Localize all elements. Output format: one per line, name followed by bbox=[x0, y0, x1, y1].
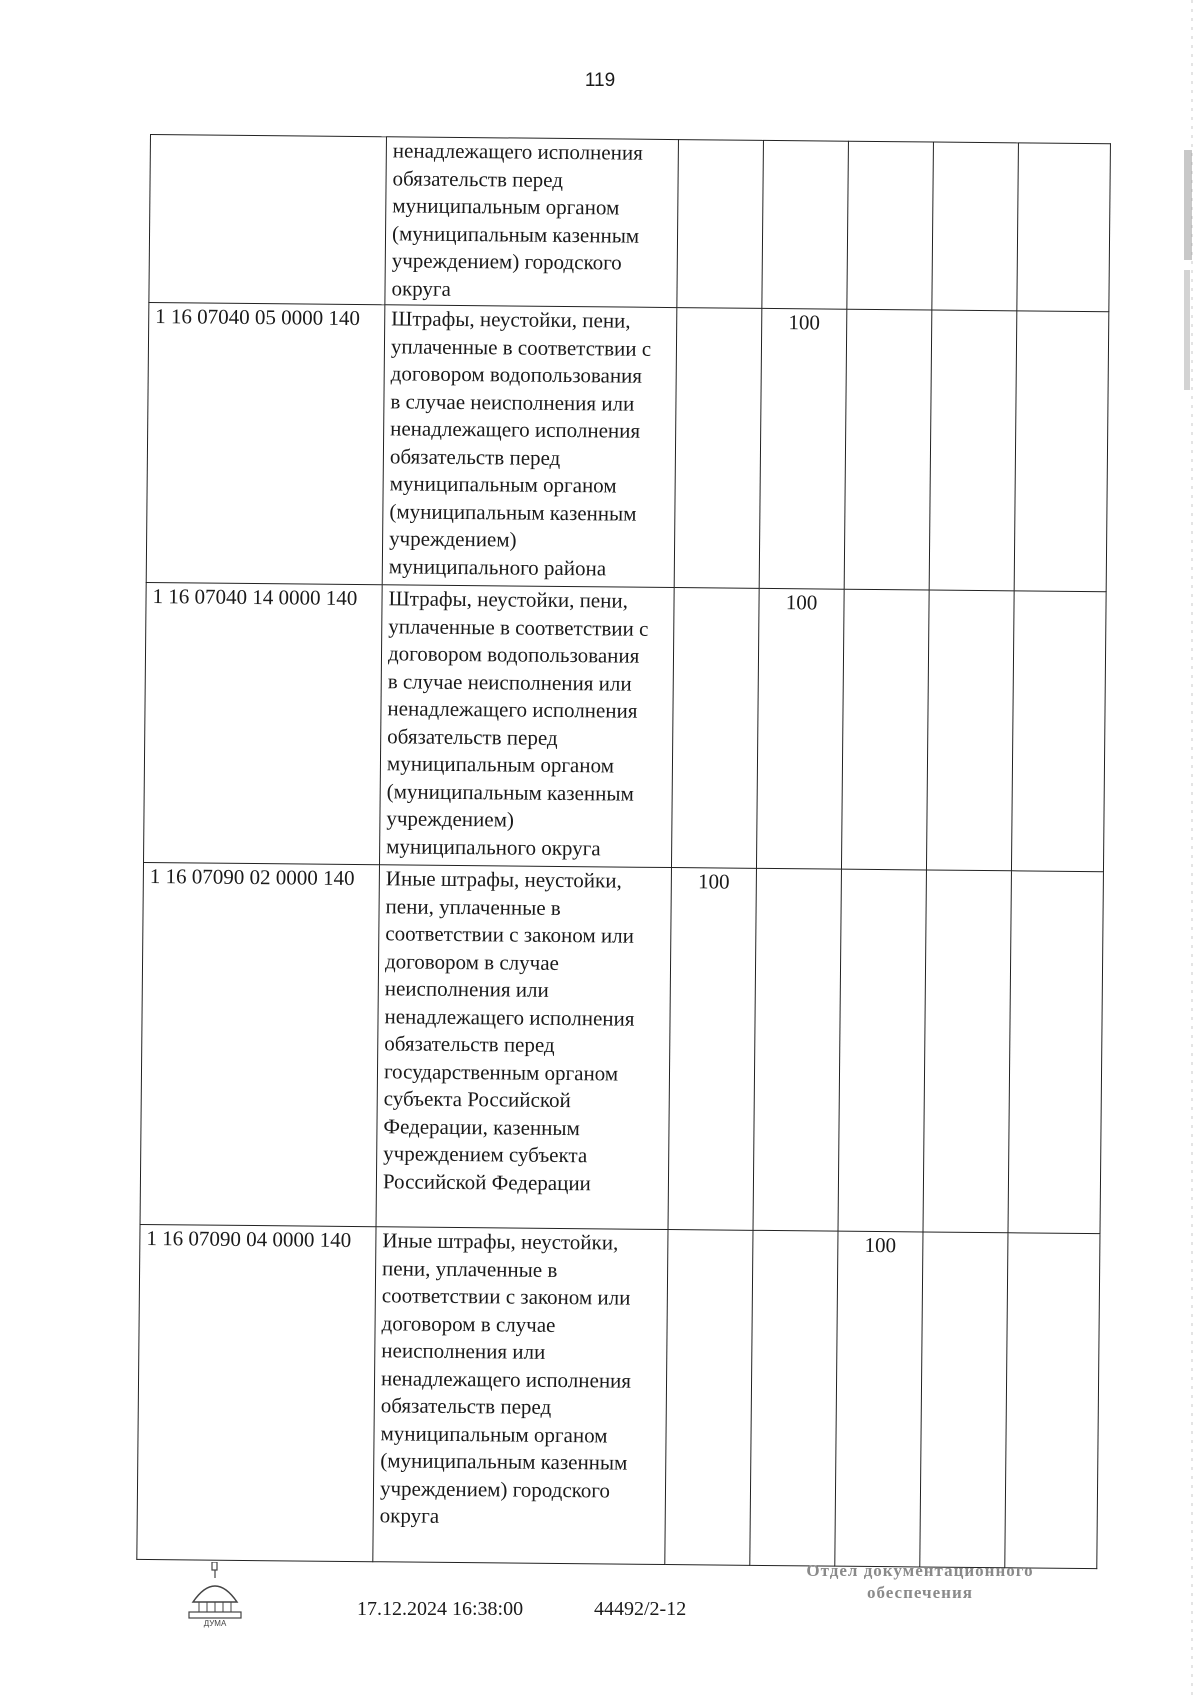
description-line: договором водопользования bbox=[387, 641, 640, 668]
description-line: договором в случае bbox=[384, 948, 560, 975]
description-line: Иные штрафы, неустойки, bbox=[382, 1228, 619, 1255]
page-number: 119 bbox=[584, 70, 616, 91]
value-cell bbox=[847, 141, 934, 310]
document-number: 44492/2-12 bbox=[594, 1598, 687, 1620]
duma-logo bbox=[185, 1562, 245, 1628]
value-cell: 100 bbox=[756, 588, 844, 869]
description-line: Штрафы, неустойки, пени, bbox=[391, 306, 631, 333]
value-cell bbox=[838, 869, 926, 1232]
description-line: соответствии с законом или bbox=[385, 921, 635, 948]
description-line: Иные штрафы, неустойки, bbox=[385, 866, 622, 893]
description-line: обязательств перед bbox=[392, 165, 564, 192]
description-line: муниципальным органом bbox=[386, 751, 615, 778]
description-line: ненадлежащего исполнения bbox=[387, 696, 638, 723]
revenue-description-cell bbox=[379, 585, 674, 868]
value-cell bbox=[674, 308, 762, 589]
revenue-code-cell: 1 16 07090 02 0000 140 bbox=[140, 862, 379, 1226]
description-line: обязательств перед bbox=[389, 443, 561, 470]
value-cell bbox=[762, 140, 849, 309]
value-cell bbox=[841, 589, 929, 870]
table-row bbox=[137, 1224, 1100, 1568]
value-cell bbox=[671, 588, 759, 869]
table-row bbox=[146, 302, 1109, 591]
value-cell bbox=[920, 1232, 1008, 1568]
revenue-description-cell bbox=[385, 137, 679, 308]
value-cell bbox=[677, 140, 764, 309]
revenue-code-cell: 1 16 07090 04 0000 140 bbox=[137, 1224, 376, 1561]
description-line: обязательств перед bbox=[384, 1031, 555, 1057]
description-line: договором в случае bbox=[381, 1310, 556, 1337]
description-line: ненадлежащего исполнения bbox=[380, 1365, 632, 1393]
description-line: учреждением субъекта bbox=[383, 1141, 588, 1168]
description-line: округа bbox=[391, 275, 452, 301]
value-cell bbox=[665, 1230, 753, 1566]
table-row bbox=[149, 135, 1111, 312]
description-line: Штрафы, неустойки, пени, bbox=[388, 586, 629, 613]
value-cell bbox=[923, 870, 1011, 1233]
value-cell bbox=[932, 142, 1019, 311]
scan-edge-artifact bbox=[1170, 0, 1200, 1695]
value-cell bbox=[1005, 1233, 1100, 1569]
description-line: неисполнения или bbox=[384, 976, 549, 1002]
revenue-code-cell: 1 16 07040 14 0000 140 bbox=[144, 582, 383, 864]
description-line: неисполнения или bbox=[381, 1338, 546, 1364]
description-line: обязательств перед bbox=[387, 723, 558, 750]
description-line: учреждением) bbox=[386, 806, 515, 832]
description-line: учреждением) городского bbox=[379, 1475, 611, 1502]
revenue-table-body bbox=[137, 135, 1111, 1569]
description-line: государственным органом bbox=[383, 1058, 619, 1086]
description-line: муниципальным органом bbox=[380, 1420, 608, 1447]
stamp-line-1: Отдел документационного bbox=[806, 1561, 1034, 1580]
description-line: (муниципальным казенным bbox=[386, 778, 634, 806]
value-cell: 100 bbox=[759, 308, 847, 589]
description-line: ненадлежащего исполнения bbox=[390, 416, 641, 443]
revenue-description-cell bbox=[382, 305, 677, 588]
description-line: ненадлежащего исполнения bbox=[384, 1003, 635, 1031]
description-line: округа bbox=[379, 1503, 440, 1528]
value-cell bbox=[1014, 311, 1109, 592]
stamp-line-2: обеспечения bbox=[867, 1583, 973, 1602]
value-cell bbox=[1008, 871, 1103, 1234]
description-line: обязательств перед bbox=[380, 1393, 552, 1419]
revenue-code-cell: 1 16 07040 05 0000 140 bbox=[146, 302, 385, 584]
value-cell bbox=[1017, 143, 1111, 312]
description-line: в случае неисполнения или bbox=[387, 668, 632, 696]
description-line: Федерации, казенным bbox=[383, 1113, 580, 1140]
revenue-table bbox=[136, 134, 1111, 1569]
revenue-code-cell bbox=[149, 135, 387, 305]
value-cell bbox=[929, 310, 1017, 591]
description-line: муниципального округа bbox=[386, 833, 601, 860]
description-line: учреждением) bbox=[389, 526, 517, 552]
description-line: Российской Федерации bbox=[382, 1168, 591, 1195]
description-line: муниципальным органом bbox=[392, 193, 620, 220]
value-cell bbox=[844, 309, 932, 590]
description-line: уплаченные в соответствии с bbox=[388, 613, 649, 641]
value-cell bbox=[750, 1230, 838, 1566]
description-line: учреждением) городского bbox=[391, 248, 622, 275]
value-cell bbox=[926, 590, 1014, 871]
description-line: пени, уплаченные в bbox=[385, 893, 561, 920]
table-row bbox=[144, 582, 1107, 871]
description-line: муниципальным органом bbox=[389, 471, 617, 498]
description-line: соответствии с законом или bbox=[381, 1283, 631, 1310]
revenue-description-cell bbox=[373, 1227, 668, 1565]
description-line: субъекта Российской bbox=[383, 1086, 571, 1113]
revenue-description-cell bbox=[376, 865, 671, 1230]
table-row bbox=[140, 862, 1103, 1233]
logo-text: ДУМА bbox=[203, 1619, 227, 1628]
description-line: в случае неисполнения или bbox=[390, 388, 635, 416]
value-cell: 100 bbox=[835, 1231, 923, 1567]
description-line: (муниципальным казенным bbox=[391, 220, 640, 248]
description-line: пени, уплаченные в bbox=[382, 1255, 558, 1282]
value-cell bbox=[1011, 591, 1106, 872]
description-line: уплаченные в соответствии с bbox=[390, 333, 652, 361]
description-line: договором водопользования bbox=[390, 361, 643, 388]
description-line: (муниципальным казенным bbox=[389, 498, 637, 526]
value-cell bbox=[753, 868, 841, 1231]
timestamp: 17.12.2024 16:38:00 bbox=[357, 1598, 524, 1620]
description-line: муниципального района bbox=[388, 553, 607, 580]
description-line: (муниципальным казенным bbox=[380, 1448, 628, 1475]
value-cell: 100 bbox=[668, 868, 756, 1231]
description-line: ненадлежащего исполнения bbox=[392, 138, 643, 165]
